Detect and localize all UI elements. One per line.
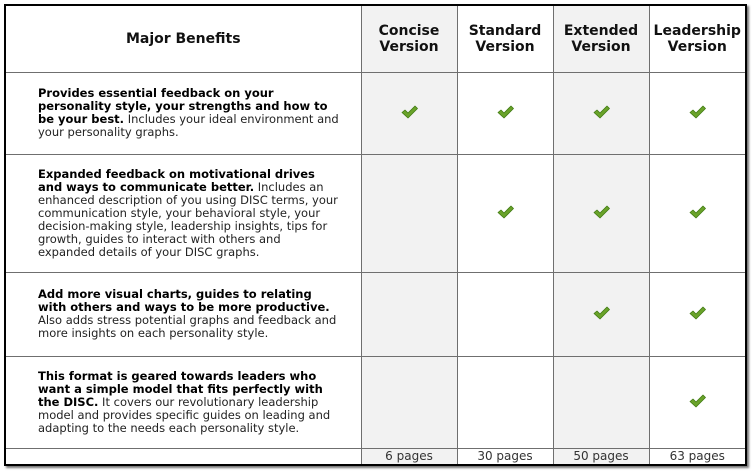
standard-cell — [457, 154, 553, 272]
table-header-row — [6, 6, 745, 72]
extended-cell — [553, 272, 649, 356]
concise-cell — [361, 356, 457, 448]
table-row — [6, 72, 745, 154]
page-count-row — [6, 448, 745, 464]
leadership-cell — [649, 72, 745, 154]
standard-cell — [457, 72, 553, 154]
checkmark-icon — [401, 105, 418, 119]
benefit-description: Add more visual charts, guides to relating with others and ways to be more productive. Also adds stress potential graphs and feedback and more insights on each personality style. — [6, 272, 361, 356]
table-row — [6, 272, 745, 356]
leadership-version-heading: Leadership Version — [649, 6, 745, 72]
page-count-label-cell — [6, 448, 361, 464]
extended-cell — [553, 72, 649, 154]
extended-page-count: 50 pages — [553, 448, 649, 464]
version-comparison-table — [6, 6, 745, 464]
leadership-cell — [649, 154, 745, 272]
concise-cell — [361, 72, 457, 154]
checkmark-icon — [689, 105, 706, 119]
leadership-cell — [649, 272, 745, 356]
leadership-page-count: 63 pages — [649, 448, 745, 464]
table-row — [6, 356, 745, 448]
checkmark-icon — [689, 306, 706, 320]
standard-cell — [457, 356, 553, 448]
checkmark-icon — [497, 205, 514, 219]
concise-version-heading: Concise Version — [361, 6, 457, 72]
extended-cell — [553, 154, 649, 272]
leadership-cell — [649, 356, 745, 448]
concise-cell — [361, 154, 457, 272]
standard-page-count: 30 pages — [457, 448, 553, 464]
comparison-panel — [4, 4, 747, 466]
checkmark-icon — [593, 306, 610, 320]
checkmark-icon — [689, 205, 706, 219]
extended-cell — [553, 356, 649, 448]
major-benefits-heading: Major Benefits — [6, 6, 361, 72]
benefit-description: This format is geared towards leaders who want a simple model that fits perfectly with the DISC. It covers our revolutionary leadership model and provides specific guides on leading and adapting to the needs each personality style. — [6, 356, 361, 448]
table-row — [6, 154, 745, 272]
concise-page-count: 6 pages — [361, 448, 457, 464]
concise-cell — [361, 272, 457, 356]
standard-version-heading: Standard Version — [457, 6, 553, 72]
checkmark-icon — [689, 394, 706, 408]
extended-version-heading: Extended Version — [553, 6, 649, 72]
checkmark-icon — [593, 105, 610, 119]
checkmark-icon — [497, 105, 514, 119]
checkmark-icon — [593, 205, 610, 219]
standard-cell — [457, 272, 553, 356]
benefit-description: Provides essential feedback on your personality style, your strengths and how to be your best. Includes your ideal environment and your personality graphs. — [6, 72, 361, 154]
benefit-description: Expanded feedback on motivational drives and ways to communicate better. Includes an enhanced description of you using DISC terms, your communication style, your behavioral style, your decision-making style, leadership insights, tips for growth, guides to interact with others and expanded details of your DISC graphs. — [6, 154, 361, 272]
